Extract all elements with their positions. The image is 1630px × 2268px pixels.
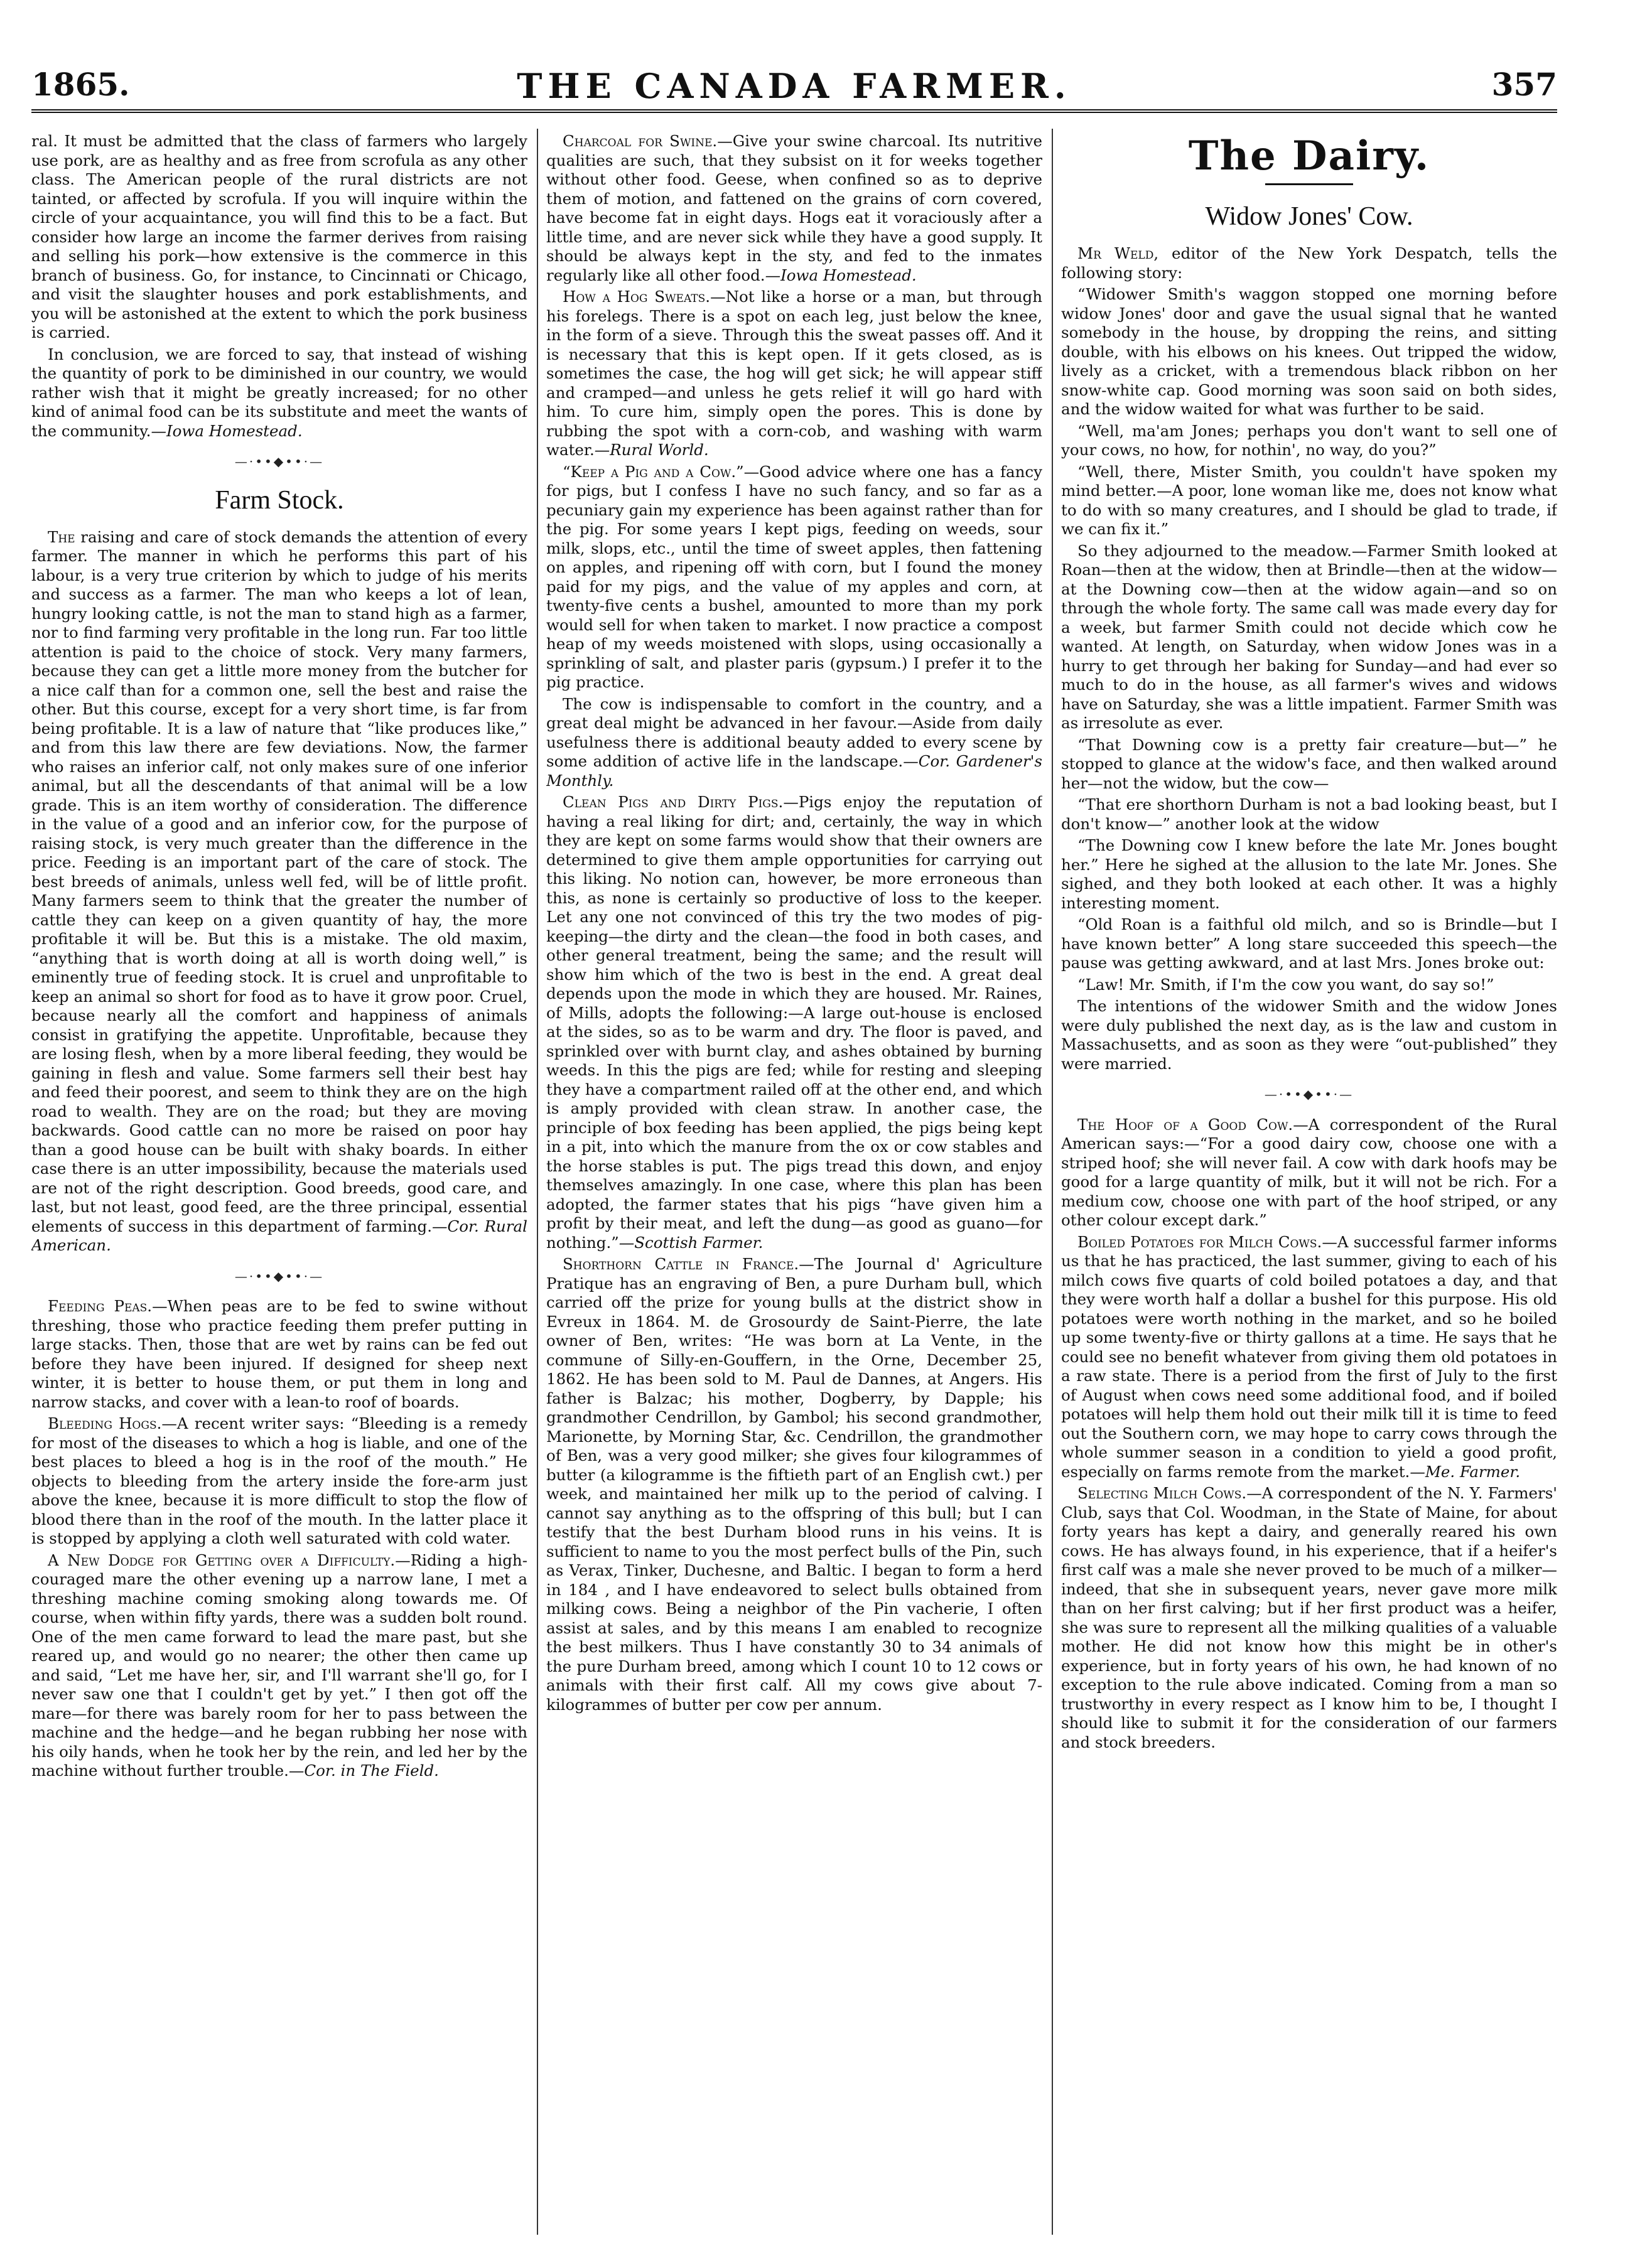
issue-year: 1865.	[31, 66, 130, 103]
article-paragraph: “That ere shorthorn Durham is not a bad looking beast, but I don't know—” another look at the widow	[1061, 795, 1557, 833]
paragraph-heading: Feeding Peas.	[48, 1297, 153, 1315]
source-credit: —Cor. Gardener's Monthly.	[546, 752, 1042, 790]
column-2	[546, 132, 1042, 2232]
article-paragraph: The cow is indispensable to comfort in the country, and a great deal might be advanced in her favour.—Aside from daily usefulness there is additional beauty added to every scene by some addition of active life in the landscape.—Cor. Gardener's Monthly.	[546, 694, 1042, 790]
article-paragraph: “Old Roan is a faithful old milch, and so is Brindle—but I have known better” A long stare succeeded this speech—the pause was getting awkward, and at last Mrs. Jones broke out:	[1061, 915, 1557, 972]
article-paragraph: Feeding Peas.—When peas are to be fed to swine without threshing, those who practice feeding them prefer putting in large stacks. Then, those that are wet by rains can be fed out before they have been injured. If designed for sheep next winter, it is better to house them, or put them in long and narrow stacks, and cover with a lean-to roof of boards.	[31, 1297, 527, 1411]
section-title-farm-stock: Farm Stock.	[215, 485, 344, 515]
article-paragraph: ral. It must be admitted that the class of farmers who largely use pork, are as healthy and as free from scrofula as any other class. The American people of the rural districts are not tainted, or affected by scrofula. If you will inquire within the circle of your acquaintance, you will find this to be a fact. But consider how large an income the farmer derives from raising and selling his pork—how extensive is the commerce in this branch of business. Go, for instance, to Cincinnati or Chicago, and visit the slaughter houses and pork establishments, and you will be astonished at the extent to which the pork business is carried.	[31, 132, 527, 341]
masthead	[31, 63, 1557, 113]
section-title-dairy: The Dairy.	[1188, 132, 1430, 180]
column-divider	[537, 129, 538, 2235]
article-paragraph: In conclusion, we are forced to say, that instead of wishing the quantity of pork to be diminished in our country, we would rather wish that it might be greatly increased; for no other kind of animal food can be its substitute and meet the wants of the community.—Iowa Homestead.	[31, 345, 527, 440]
article-paragraph: Clean Pigs and Dirty Pigs.—Pigs enjoy the reputation of having a real liking for dirt; and, certainly, the way in which they are kept on some farms would show that their owners are determined to give them ample opportunities for carrying out this liking. No notion can, however, be more erroneous than this, as none is certainly so productive of loss to the keeper. Let any one not convinced of this try the two modes of pig-keeping—the dirty and the clean—the food in both cases, and other general treatment, being the same; and the result will show him which of the two is best in the end. A great deal depends upon the mode in which they are housed. Mr. Raines, of Mills, adopts the following:—A large out-house is enclosed at the sides, so as to be warm and dry. The floor is paved, and sprinkled over with burnt clay, and ashes obtained by burning weeds. In this the pigs are fed; while for resting and sleeping they have a compartment railed off at the other end, and which is amply provided with clean straw. In another case, the principle of box feeding has been applied, the pigs being kept in a pit, into which the manure from the ox or cow stables and the horse stables is put. The pigs tread this down, and enjoy themselves amazingly. In one case, where this plan has been adopted, the farmer states that his pigs “have given him a profit by their meat, and left the dung—as good as guano—for nothing.”—Scottish Farmer.	[546, 793, 1042, 1252]
source-credit: —Scottish Farmer.	[618, 1233, 764, 1252]
newspaper-title: THE CANADA FARMER.	[517, 66, 1072, 106]
article-paragraph: Bleeding Hogs.—A recent writer says: “Bleeding is a remedy for most of the diseases to which a hog is liable, and one of the best places to bleed a hog is in the roof of the mouth.” He objects to bleeding from the artery inside the fore-arm just above the knee, because it is more difficult to stop the flow of blood there than in the roof of the mouth. In the latter place it is stopped by applying a cloth well saturated with cold water.	[31, 1414, 527, 1547]
article-paragraph: Shorthorn Cattle in France.—The Journal d' Agriculture Pratique has an engraving of Ben, a pure Durham bull, which carried off the prize for young bulls at the district show in Evreux in 1864. M. de Grosourdy de Saint-Pierre, the late owner of Ben, writes: “He was born at La Vente, in the commune of Silly-en-Gouffern, in the Orne, December 25, 1862. He has been sold to M. Paul de Dannes, at Angers. His father is Balzac; his mother, Dogberry, by Dapple; his grandmother Cendrillon, by Gambol; his second grandmother, Marionette, by Morning Star, &c. Cendrillon, the grandmother of Ben, was a very good milker; she gives four kilogrammes of butter (a kilogramme is the fiftieth part of an English cwt.) per week, and maintained her milk up to the period of calving. I cannot say anything as to the offspring of this bull; but I can testify that the best Durham blood runs in his veins. It is sufficient to name to you the most perfect bulls of the Pin, such as Verax, Tinker, Duchesne, and Baltic. I began to form a herd in 184 , and I have endeavored to select bulls obtained from milking cows. Being a neighbor of the Pin vacherie, I often assist at sales, and by this means I am enabled to recognize the best milkers. Thus I have constantly 30 to 34 animals of the pure Durham breed, among which I count 10 to 12 cows or animals with their first calf. All my cows give about 7- kilogrammes of butter per cow per annum.	[546, 1255, 1042, 1714]
article-paragraph: A New Dodge for Getting over a Difficulty.—Riding a high-couraged mare the other evening up a narrow lane, I met a threshing machine coming smoking along towards me. Of course, when within fifty yards, there was a sudden bolt round. One of the men came forward to lead the mare past, but she reared up, and would go no nearer; the other then came up and said, “Let me have her, sir, and I'll warrant she'll go, for I never saw one that I couldn't get by yet.” I then got off the mare—for there was barely room for her to pass between the machine and the hedge—and he began rubbing her nose with his oily hands, when he took her by the rein, and led her by the machine without further trouble.—Cor. in The Field.	[31, 1551, 527, 1780]
source-credit: —Me. Farmer.	[1410, 1462, 1521, 1481]
section-ornament: —·••◆••·—	[1264, 1087, 1354, 1102]
article-paragraph: “The Downing cow I knew before the late Mr. Jones bought her.” Here he sighed at the allusion to the late Mr. Jones. She sighed, and they both looked at each other. It was a highly interesting moment.	[1061, 836, 1557, 912]
article-paragraph: “Keep a Pig and a Cow.”—Good advice where one has a fancy for pigs, but I confess I have no such fancy, and so far as a pecuniary gain my experience has been against rather than for the pig. For some years I kept pigs, feeding on weeds, sour milk, slops, etc., until the time of sweet apples, then fattening on apples, and ripening off with corn, but I found the money paid for my pigs, and the value of my apples and corn, at twenty-five cents a bushel, amounted to more than my pork would sell for when taken to market. I now practice a compost heap of my weeds moistened with slops, using occasionally a sprinkling of salt, and plaster paris (gypsum.) I prefer it to the pig practice.	[546, 462, 1042, 691]
title-rule	[1265, 183, 1353, 185]
article-paragraph: “Well, there, Mister Smith, you couldn't have spoken my mind better.—A poor, lone woman like me, does not know what to do with so many creatures, and I should be glad to trade, if we can fix it.”	[1061, 462, 1557, 538]
paragraph-heading: Clean Pigs and Dirty Pigs.	[563, 793, 784, 811]
article-paragraph: “Widower Smith's waggon stopped one morning before widow Jones' door and gave the usual signal that he wanted somebody in the house, by dropping the reins, and sitting double, with his elbows on his knees. Out tripped the widow, lively as a cricket, with a tremendous black ribbon on her snow-white cap. Good morning was soon said on both sides, and the widow waited for what was further to be said.	[1061, 285, 1557, 418]
source-credit: —Cor. in The Field.	[288, 1761, 439, 1780]
article-paragraph: The Hoof of a Good Cow.—A correspondent of the Rural American says:—“For a good dairy cow, choose one with a striped hoof; she will never fail. A cow with dark hoofs may be good for a large quantity of milk, but it will not be rich. For a medium cow, choose one with part of the hoof striped, or any other colour except dark.”	[1061, 1115, 1557, 1229]
article-paragraph: “Law! Mr. Smith, if I'm the cow you want, do say so!”	[1077, 975, 1494, 994]
article-paragraph: Boiled Potatoes for Milch Cows.—A successful farmer informs us that he has practiced, the last summer, giving to each of his milch cows five quarts of cold boiled potatoes a day, and that they were worth half a dollar a bushel for this purpose. His old potatoes were worth nothing in the market, and so he boiled up some twenty-five or thirty gallons at a time. He says that he could see no benefit whatever from giving them old potatoes in a raw state. There is a period from the first of July to the first of August when cows need some additional food, and if boiled potatoes will help them hold out their milk till it is time to feed out the Southern corn, we may hope to carry cows through the whole summer season in a condition to yield a good profit, especially on farms remote from the market.—Me. Farmer.	[1061, 1232, 1557, 1481]
paragraph-heading: Boiled Potatoes for Milch Cows.	[1077, 1232, 1322, 1251]
column-divider	[1052, 129, 1053, 2235]
source-credit: —Iowa Homestead.	[765, 266, 917, 284]
section-ornament: —·••◆••·—	[234, 454, 325, 469]
section-ornament: —·••◆••·—	[234, 1268, 325, 1284]
column-1	[31, 132, 527, 2232]
column-3	[1061, 132, 1557, 2232]
paragraph-heading: Selecting Milch Cows.	[1077, 1484, 1247, 1502]
paragraph-heading: Bleeding Hogs.	[48, 1414, 162, 1432]
article-paragraph: Mr Weld, editor of the New York Despatch, tells the following story:	[1061, 244, 1557, 282]
source-credit: —Iowa Homestead.	[151, 421, 303, 440]
article-title-widow-jones: Widow Jones' Cow.	[1205, 202, 1413, 231]
article-paragraph: So they adjourned to the meadow.—Farmer Smith looked at Roan—then at the widow, then at Brindle—then at the widow—at the Downing cow—then at the widow again—and so on through the whole forty. The same call was made every day for a week, but farmer Smith could not decide which cow he wanted. At length, on Saturday, when widow Jones was in a hurry to get through her baking for Sunday—and had ever so much to do in the house, as all farmer's wives and widows have on Saturday, she was a little impatient. Farmer Smith was as irresolute as ever.	[1061, 541, 1557, 732]
page-number: 357	[1491, 66, 1557, 103]
article-paragraph: How a Hog Sweats.—Not like a horse or a man, but through his forelegs. There is a spot on each leg, just below the knee, in the form of a sieve. Through this the sweat passes off. And it is necessary that this is kept open. If it gets closed, as is sometimes the case, the hog will get sick; he will appear stiff and cramped—and unless he gets relief it will go hard with him. To cure him, simply open the pores. This is done by rubbing the spot with a corn-cob, and washing with warm water.—Rural World.	[546, 288, 1042, 459]
article-paragraph: The intentions of the widower Smith and the widow Jones were duly published the next day, as is the law and custom in Massachusetts, and as soon as they were “out-published” they were married.	[1061, 997, 1557, 1073]
paragraph-heading: How a Hog Sweats.	[563, 288, 711, 306]
paragraph-heading: “Keep a Pig and a Cow.”	[563, 462, 744, 481]
source-credit: —Rural World.	[594, 441, 709, 459]
paragraph-heading: The Hoof of a Good Cow.	[1077, 1115, 1293, 1134]
article-paragraph: “That Downing cow is a pretty fair creature—but—” he stopped to glance at the widow's face, and then walked around her—not the widow, but the cow—	[1061, 735, 1557, 792]
paragraph-heading: A New Dodge for Getting over a Difficulty.	[48, 1551, 396, 1569]
article-paragraph: “Well, ma'am Jones; perhaps you don't want to sell one of your cows, no how, for nothin', no way, do you?”	[1061, 421, 1557, 459]
article-paragraph: Charcoal for Swine.—Give your swine charcoal. Its nutritive qualities are such, that they subsist on it for weeks together without other food. Geese, when confined so as to deprive them of motion, and fattened on the grains of corn covered, have become fat in eight days. Hogs eat it voraciously after a little time, and are never sick while they have a good supply. It should be always kept in the sty, and fed to the inmates regularly like all other food.—Iowa Homestead.	[546, 132, 1042, 284]
article-paragraph: Selecting Milch Cows.—A correspondent of the N. Y. Farmers' Club, says that Col. Woodman, in the State of Maine, for about forty years has kept a dairy, and generally reared his own cows. He has always found, in his experience, that if a heifer's first calf was a male she never proved to be much of a milker—indeed, that she in subsequent years, never gave more milk than on her first calving; but if her first product was a heifer, she was sure to represent all the milking qualities of a valuable mother. He did not know how this might be in other's experience, but in forty years of his own, he had known of no exception to the rule above indicated. Coming from a man so trustworthy in every respect as I know him to be, I thought I should like to submit it for the consideration of our farmers and stock breeders.	[1061, 1484, 1557, 1751]
paragraph-heading: Charcoal for Swine.	[563, 132, 718, 150]
source-credit: —Cor. Rural American.	[31, 1217, 527, 1254]
paragraph-heading: Shorthorn Cattle in France.	[563, 1255, 799, 1273]
article-paragraph: The raising and care of stock demands the attention of every farmer. The manner in which he performs this part of his labour, is a very true criterion by which to judge of his merits and success as a farmer. The man who keeps a lot of lean, hungry looking cattle, is not the man to stand high as a farmer, nor to find farming very profitable in the long run. Far too little attention is paid to the choice of stock. Very many farmers, because they can get a little more money from the butcher for a nice calf than for a common one, sell the best and raise the other. But this course, except for a very short time, is far from being profitable. It is a law of nature that “like produces like,” and from this law there are few deviations. Now, the farmer who raises an inferior calf, not only makes sure of one inferior animal, but all the descendants of that animal will be a low grade. This is an item worthy of consideration. The difference in the value of a good and an inferior cow, for the purpose of raising stock, is very much greater than the difference in the price. Feeding is an important part of the care of stock. The best breeds of animals, unless well fed, will be of little profit. Many farmers seem to think that the greater the number of cattle they can keep on a given quantity of hay, the more profitable it will be. But this is a mistake. The old maxim, “anything that is worth doing at all is worth doing well,” is eminently true of feeding stock. It is cruel and unprofitable to keep an animal so short for food as to have it grow poor. Cruel, because nearly all the comfort and happiness of animals consist in gratifying the appetite. Unprofitable, because they are losing flesh, when by a more liberal feeding, they would be gaining in flesh and value. Some farmers sell their best hay and feed their poorest, and seem to think they are on the high road to wealth. They are on the road; but they are moving backwards. Good cattle can no more be raised on poor hay than a good house can be built with shaky boards. In either case there is an utter impossibility, because the materials used are not of the right description. Good breeds, good care, and last, but not least, good feed, are the three principal, essential elements of success in this department of farming.—Cor. Rural American.	[31, 527, 527, 1254]
